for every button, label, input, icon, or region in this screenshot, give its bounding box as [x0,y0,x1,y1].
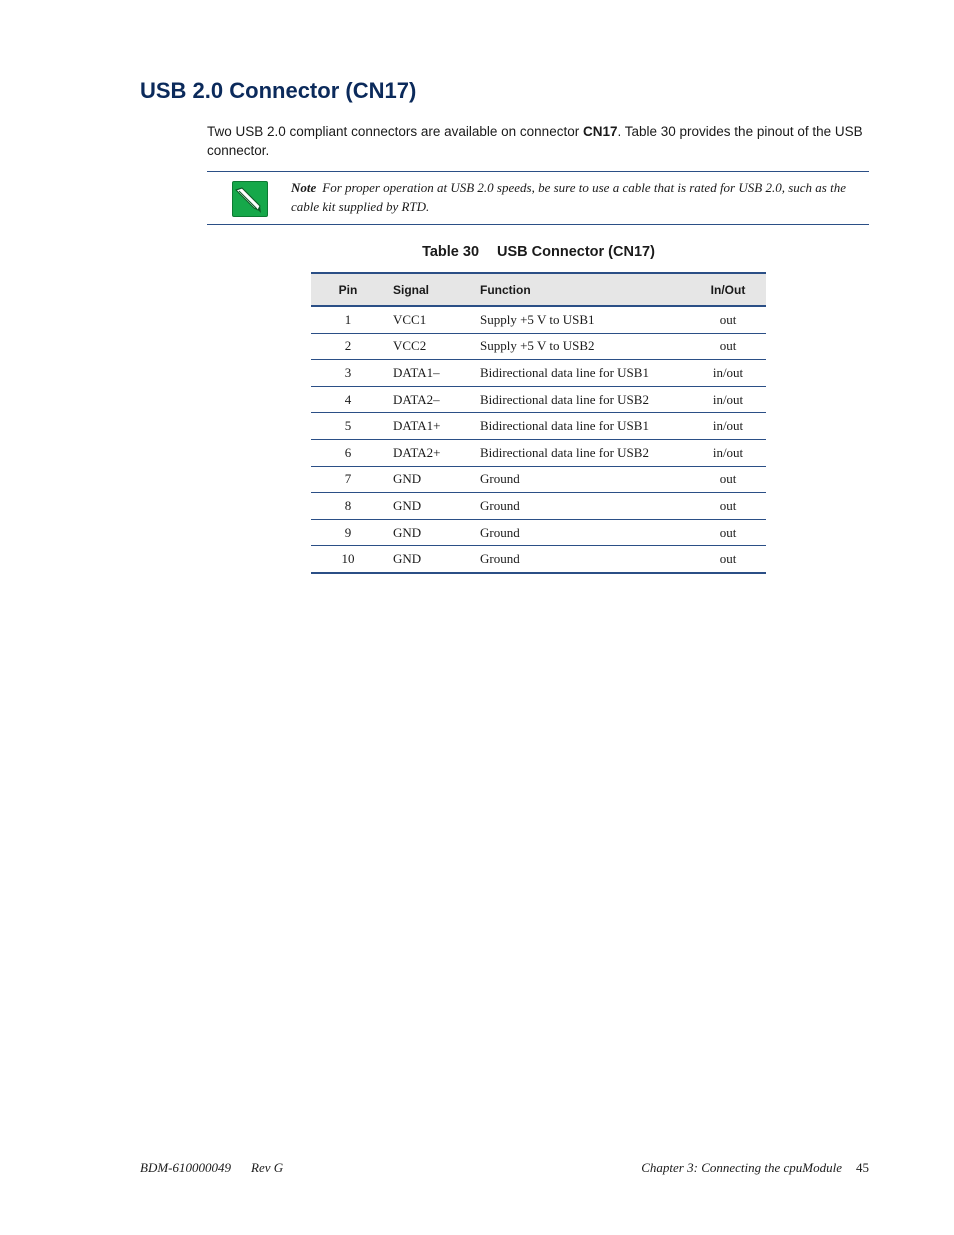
footer-doc-id: BDM-610000049 [140,1160,231,1175]
cell-function: Bidirectional data line for USB2 [480,439,690,466]
cell-function: Bidirectional data line for USB2 [480,386,690,413]
cell-pin: 2 [311,333,385,360]
cell-pin: 3 [311,360,385,387]
cell-pin: 6 [311,439,385,466]
footer-chapter-info [641,1160,869,1176]
table-row [311,466,766,493]
cell-in-out: out [690,519,766,546]
cell-signal: GND [385,466,480,493]
cell-in-out: out [690,306,766,333]
pinout-table [311,272,766,574]
cell-in-out: out [690,493,766,520]
cell-signal: GND [385,546,480,573]
table-row [311,360,766,387]
table-caption [311,244,766,260]
cell-in-out: in/out [690,386,766,413]
table-row [311,306,766,333]
cell-pin: 10 [311,546,385,573]
table-title: USB Connector (CN17) [497,244,655,260]
table-row [311,333,766,360]
cell-pin: 5 [311,413,385,440]
footer-chapter: Chapter 3: Connecting the cpuModule [641,1160,842,1175]
table-header-row [311,273,766,306]
cell-function: Bidirectional data line for USB1 [480,413,690,440]
intro-text-after: . Table 30 provides the pinout of the USB connector. [207,124,863,158]
note-text [291,178,867,216]
cell-function: Ground [480,519,690,546]
cell-in-out: out [690,466,766,493]
cell-in-out: out [690,546,766,573]
table-row [311,546,766,573]
note-body: For proper operation at USB 2.0 speeds, be sure to use a cable that is rated for USB 2.0, such as the cable kit supplied by RTD. [291,180,846,214]
cell-signal: VCC2 [385,333,480,360]
note-box [207,171,869,225]
header-pin: Pin [338,282,358,297]
cell-function: Ground [480,546,690,573]
cell-function: Supply +5 V to USB1 [480,306,690,333]
cell-signal: DATA1+ [385,413,480,440]
cell-pin: 4 [311,386,385,413]
table-row [311,439,766,466]
cell-pin: 1 [311,306,385,333]
cell-signal: DATA2+ [385,439,480,466]
table-row [311,493,766,520]
cell-in-out: in/out [690,413,766,440]
cell-in-out: in/out [690,360,766,387]
section-title: USB 2.0 Connector (CN17) [140,78,417,103]
pencil-note-icon [232,181,268,217]
header-function: Function [480,282,531,297]
cell-signal: GND [385,519,480,546]
cell-function: Ground [480,466,690,493]
table-row [311,386,766,413]
cell-signal: GND [385,493,480,520]
note-label: Note [291,180,317,195]
table-row [311,413,766,440]
cell-function: Ground [480,493,690,520]
cell-pin: 9 [311,519,385,546]
cell-signal: DATA1– [385,360,480,387]
cell-function: Bidirectional data line for USB1 [480,360,690,387]
table-row [311,519,766,546]
cell-in-out: out [690,333,766,360]
intro-connector-name: CN17 [582,124,618,139]
cell-in-out: in/out [690,439,766,466]
intro-paragraph [207,122,869,160]
footer-page-number: 45 [856,1160,869,1175]
intro-text-before: Two USB 2.0 compliant connectors are available on connector [207,124,583,139]
cell-pin: 7 [311,466,385,493]
header-signal: Signal [393,282,430,297]
table-number: Table 30 [422,244,480,260]
cell-signal: VCC1 [385,306,480,333]
cell-pin: 8 [311,493,385,520]
header-in-out: In/Out [710,282,746,297]
footer-revision: Rev G [251,1160,284,1175]
cell-signal: DATA2– [385,386,480,413]
footer-doc-info [140,1160,283,1176]
cell-function: Supply +5 V to USB2 [480,333,690,360]
